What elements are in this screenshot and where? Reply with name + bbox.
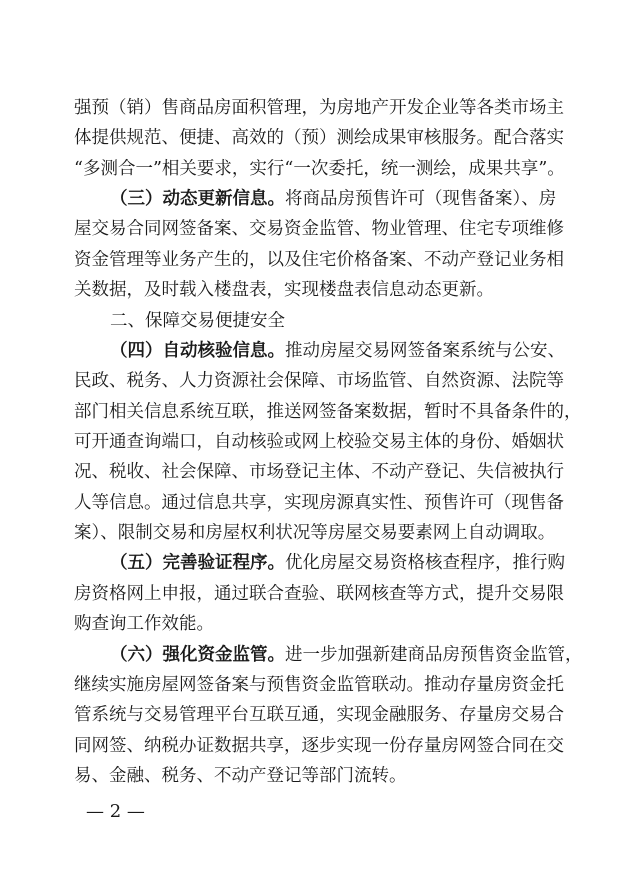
body-line: 强预（销）售商品房面积管理，为房地产开发企业等各类市场主 xyxy=(74,98,564,118)
body-line: 购查询工作效能。 xyxy=(74,614,214,634)
section-5-heading: （五）完善验证程序。 xyxy=(110,553,285,573)
body-line: 管系统与交易管理平台互联互通，实现金融服务、存量房交易合 xyxy=(74,705,564,725)
body-line: 关数据，及时载入楼盘表，实现楼盘表信息动态更新。 xyxy=(74,280,494,300)
body-line: 继续实施房屋网签备案与预售资金监管联动。推动存量房资金托 xyxy=(74,675,564,695)
body-line: 民政、税务、人力资源社会保障、市场监管、自然资源、法院等 xyxy=(74,371,564,391)
body-line: 同网签、纳税办证数据共享，逐步实现一份存量房网签合同在交 xyxy=(74,736,564,756)
body-line: 资金管理等业务产生的，以及住宅价格备案、不动产登记业务相 xyxy=(74,250,564,270)
section-6-first-line: （六）强化资金监管。进一步加强新建商品房预售资金监管， xyxy=(110,645,583,665)
section-heading-2: 二、保障交易便捷安全 xyxy=(110,311,285,331)
page-number: — 2 — xyxy=(86,801,145,822)
body-line: 体提供规范、便捷、高效的（预）测绘成果审核服务。配合落实 xyxy=(74,128,564,148)
body-line: 部门相关信息系统互联，推送网签备案数据，暂时不具备条件的， xyxy=(74,402,582,422)
body-line: 况、税收、社会保障、市场登记主体、不动产登记、失信被执行 xyxy=(74,462,564,482)
section-4-heading: （四）自动核验信息。 xyxy=(110,341,285,361)
body-line: 房资格网上申报，通过联合查验、联网核查等方式，提升交易限 xyxy=(74,584,564,604)
section-6-heading: （六）强化资金监管。 xyxy=(110,645,285,665)
body-line: 可开通查询端口，自动核验或网上校验交易主体的身份、婚姻状 xyxy=(74,432,564,452)
body-line: 易、金融、税务、不动产登记等部门流转。 xyxy=(74,766,407,786)
body-line: 屋交易合同网签备案、交易资金监管、物业管理、住宅专项维修 xyxy=(74,219,564,239)
body-line: “多测合一”相关要求，实行“一次委托，统一测绘，成果共享”。 xyxy=(74,159,565,179)
section-5-first-line: （五）完善验证程序。优化房屋交易资格核查程序，推行购 xyxy=(110,553,565,573)
body-line: 人等信息。通过信息共享，实现房源真实性、预售许可（现售备 xyxy=(74,493,564,513)
body-line: 案）、限制交易和房屋权利状况等房屋交易要素网上自动调取。 xyxy=(74,523,556,543)
section-3-first-line: （三）动态更新信息。将商品房预售许可（现售备案）、房 xyxy=(110,189,557,209)
section-3-heading: （三）动态更新信息。 xyxy=(110,189,285,209)
section-4-first-line: （四）自动核验信息。推动房屋交易网签备案系统与公安、 xyxy=(110,341,565,361)
